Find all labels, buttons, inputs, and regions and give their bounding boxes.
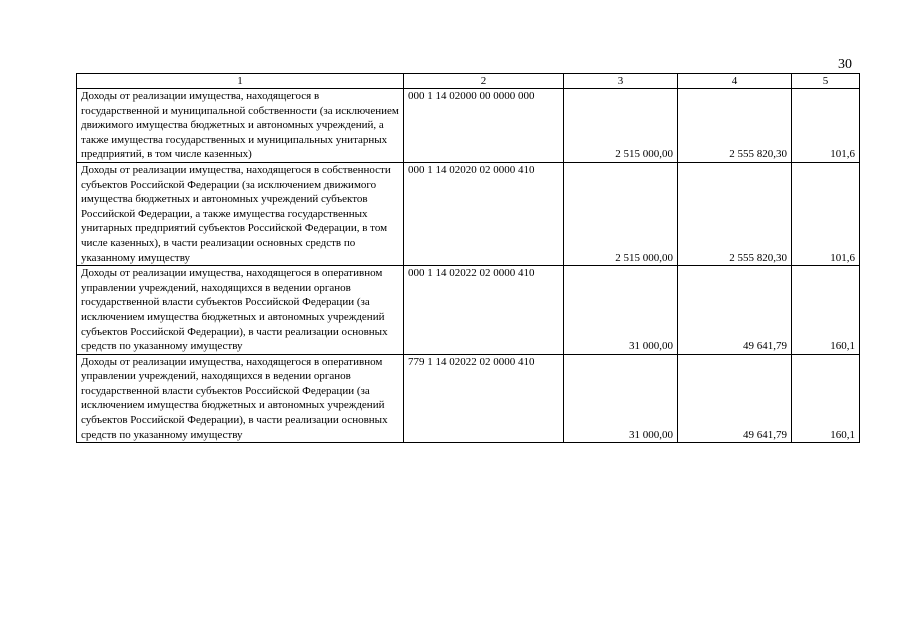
row-percent: 101,6 <box>792 89 860 163</box>
row-description: Доходы от реализации имущества, находящегося в собственности субъектов Российской Федерации (за исключением движимого имущества бюджетных и автономных учреждений субъектов Российской Федерации, а также имущества государственных унитарных предприятий субъектов Российской Федерации, в том числе казенных), в части реализации основных средств по указанному имуществу <box>77 162 404 265</box>
row-description: Доходы от реализации имущества, находящегося в оперативном управлении учреждений, находящихся в ведении органов государственной власти субъектов Российской Федерации (за исключением имущества бюджетных и автономных учреждений субъектов Российской Федерации), в части реализации основных средств по указанному имуществу <box>77 266 404 355</box>
table-row <box>77 162 860 265</box>
column-header: 3 <box>564 74 678 89</box>
row-actual: 2 555 820,30 <box>678 162 792 265</box>
row-code: 000 1 14 02000 00 0000 000 <box>404 89 564 163</box>
row-actual: 49 641,79 <box>678 266 792 355</box>
table-header-row <box>77 74 860 89</box>
row-plan: 31 000,00 <box>564 266 678 355</box>
column-header: 4 <box>678 74 792 89</box>
row-description: Доходы от реализации имущества, находящегося в государственной и муниципальной собственности (за исключением движимого имущества бюджетных и автономных учреждений, а также имущества государственных и муниципальных унитарных предприятий, в том числе казенных) <box>77 89 404 163</box>
row-percent: 160,1 <box>792 266 860 355</box>
row-description: Доходы от реализации имущества, находящегося в оперативном управлении учреждений, находящихся в ведении органов государственной власти субъектов Российской Федерации (за исключением имущества бюджетных и автономных учреждений субъектов Российской Федерации), в части реализации основных средств по указанному имуществу <box>77 354 404 443</box>
row-percent: 160,1 <box>792 354 860 443</box>
row-actual: 49 641,79 <box>678 354 792 443</box>
column-header: 2 <box>404 74 564 89</box>
row-percent: 101,6 <box>792 162 860 265</box>
table-row <box>77 266 860 355</box>
revenue-table <box>76 73 860 443</box>
column-header: 5 <box>792 74 860 89</box>
table-row <box>77 354 860 443</box>
row-plan: 31 000,00 <box>564 354 678 443</box>
row-code: 000 1 14 02020 02 0000 410 <box>404 162 564 265</box>
row-code: 000 1 14 02022 02 0000 410 <box>404 266 564 355</box>
row-plan: 2 515 000,00 <box>564 89 678 163</box>
row-actual: 2 555 820,30 <box>678 89 792 163</box>
row-plan: 2 515 000,00 <box>564 162 678 265</box>
table-row <box>77 89 860 163</box>
row-code: 779 1 14 02022 02 0000 410 <box>404 354 564 443</box>
page-number: 30 <box>838 57 852 72</box>
column-header: 1 <box>77 74 404 89</box>
